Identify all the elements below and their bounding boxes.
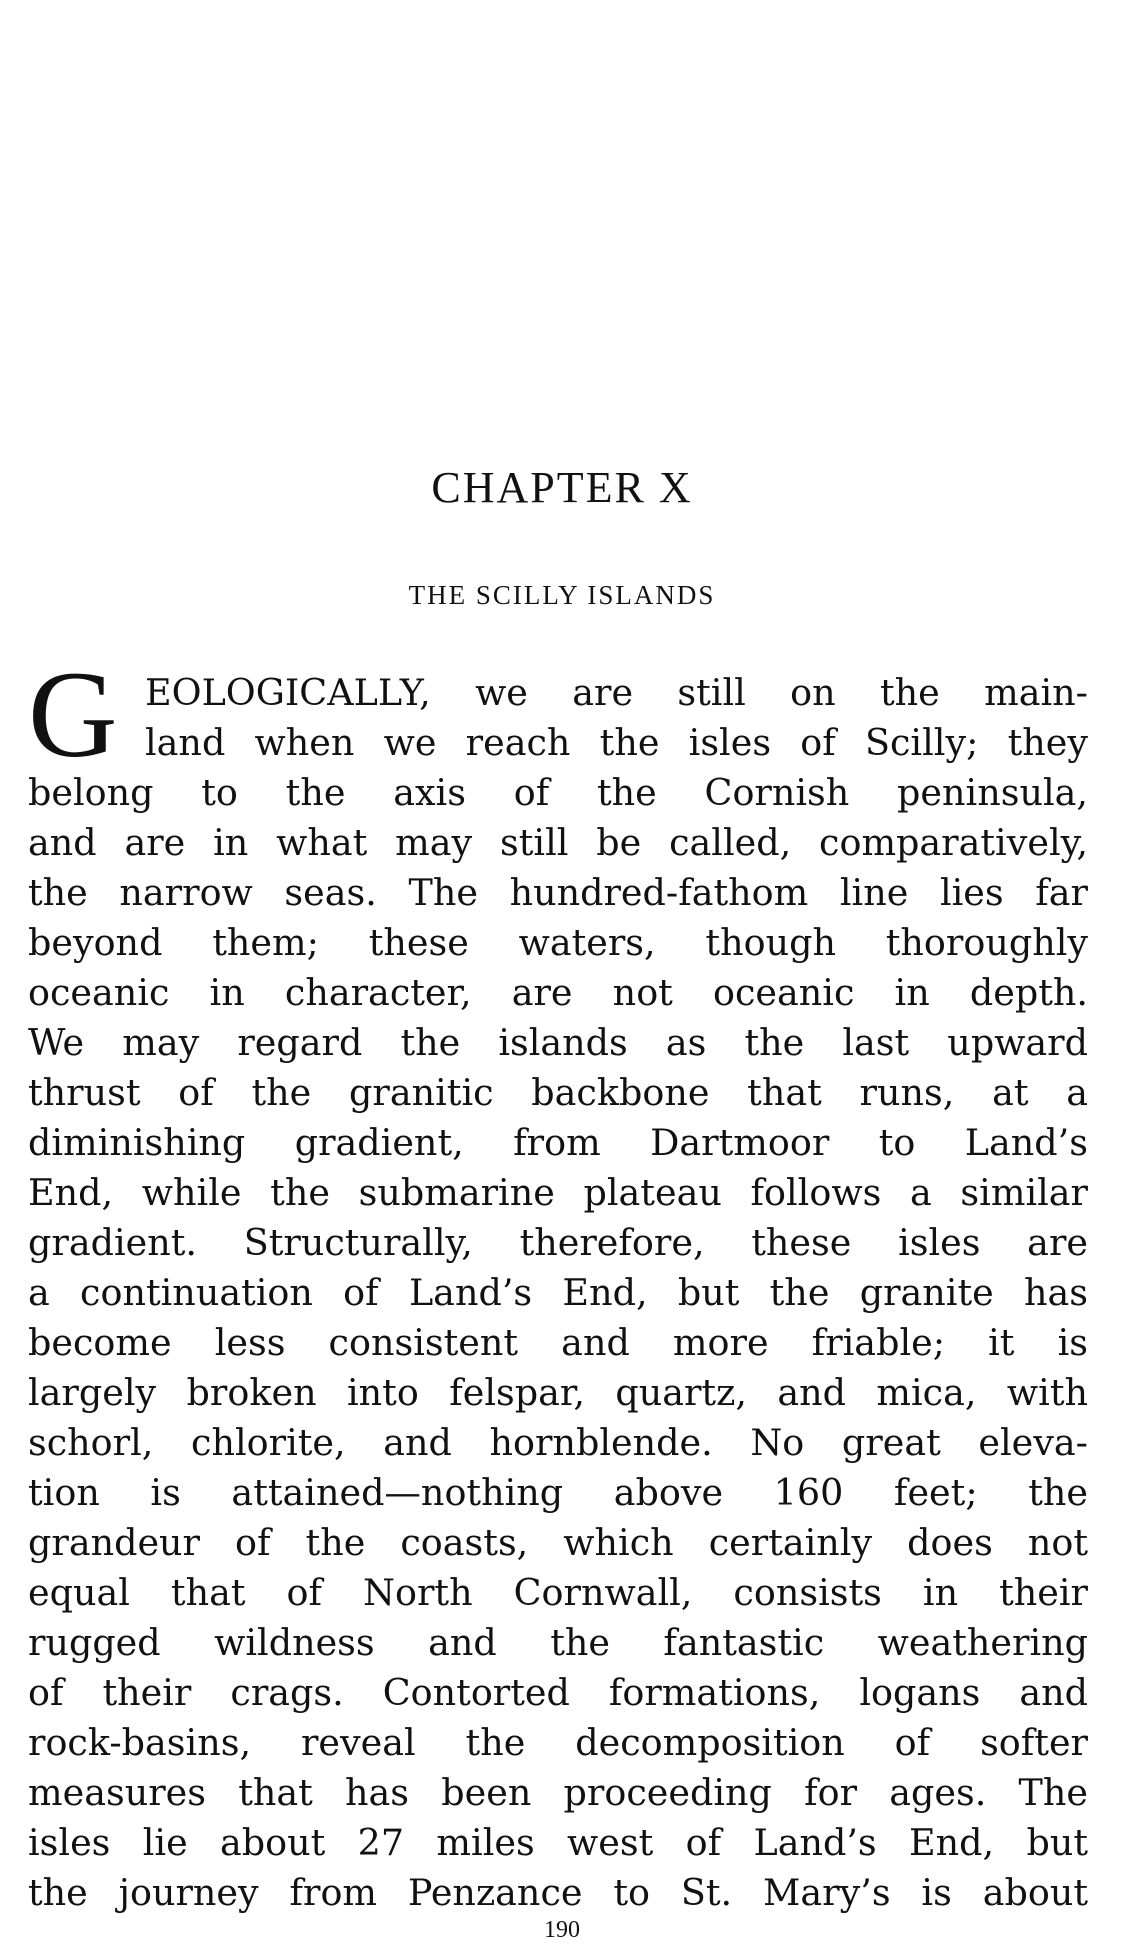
text-line: beyond them; these waters, though thoroughly: [28, 921, 1088, 964]
text-line: End, while the submarine plateau follows a similar: [28, 1171, 1088, 1214]
text-line: tion is attained—nothing above 160 feet; the: [28, 1471, 1088, 1514]
text-line: the narrow seas. The hundred-fathom line lies far: [28, 871, 1088, 914]
text-line: isles lie about 27 miles west of Land’s End, but: [28, 1821, 1088, 1864]
text-line: thrust of the granitic backbone that runs, at a: [28, 1071, 1088, 1114]
text-line: grandeur of the coasts, which certainly does not: [28, 1521, 1088, 1564]
text-line: measures that has been proceeding for ages. The: [28, 1771, 1088, 1814]
text-line: oceanic in character, are not oceanic in depth.: [28, 971, 1088, 1014]
text-line: gradient. Structurally, therefore, these isles are: [28, 1221, 1088, 1264]
text-line: and are in what may still be called, comparatively,: [28, 821, 1088, 864]
text-line: a continuation of Land’s End, but the granite has: [28, 1271, 1088, 1314]
text-line: equal that of North Cornwall, consists in their: [28, 1571, 1088, 1614]
page-number: 190: [544, 1917, 580, 1943]
text-line: largely broken into felspar, quartz, and mica, with: [28, 1371, 1088, 1414]
chapter-title: THE SCILLY ISLANDS: [408, 580, 716, 610]
chapter-heading: CHAPTER X: [431, 463, 693, 512]
text-line: We may regard the islands as the last upward: [28, 1021, 1088, 1064]
text-line: land when we reach the isles of Scilly; they: [145, 721, 1088, 764]
text-line: schorl, chlorite, and hornblende. No great eleva-: [28, 1421, 1088, 1464]
drop-cap: G: [28, 646, 118, 783]
text-line: rugged wildness and the fantastic weathering: [28, 1621, 1088, 1664]
text-line: diminishing gradient, from Dartmoor to Land’s: [28, 1121, 1088, 1164]
text-line: the journey from Penzance to St. Mary’s is about: [28, 1871, 1088, 1914]
text-line: EOLOGICALLY, we are still on the main-: [145, 671, 1088, 714]
text-line: belong to the axis of the Cornish peninsula,: [28, 771, 1088, 814]
text-line: rock-basins, reveal the decomposition of softer: [28, 1721, 1088, 1764]
text-line: become less consistent and more friable; it is: [28, 1321, 1088, 1364]
text-line: of their crags. Contorted formations, logans and: [28, 1671, 1088, 1714]
body-paragraph: [28, 646, 1088, 1918]
